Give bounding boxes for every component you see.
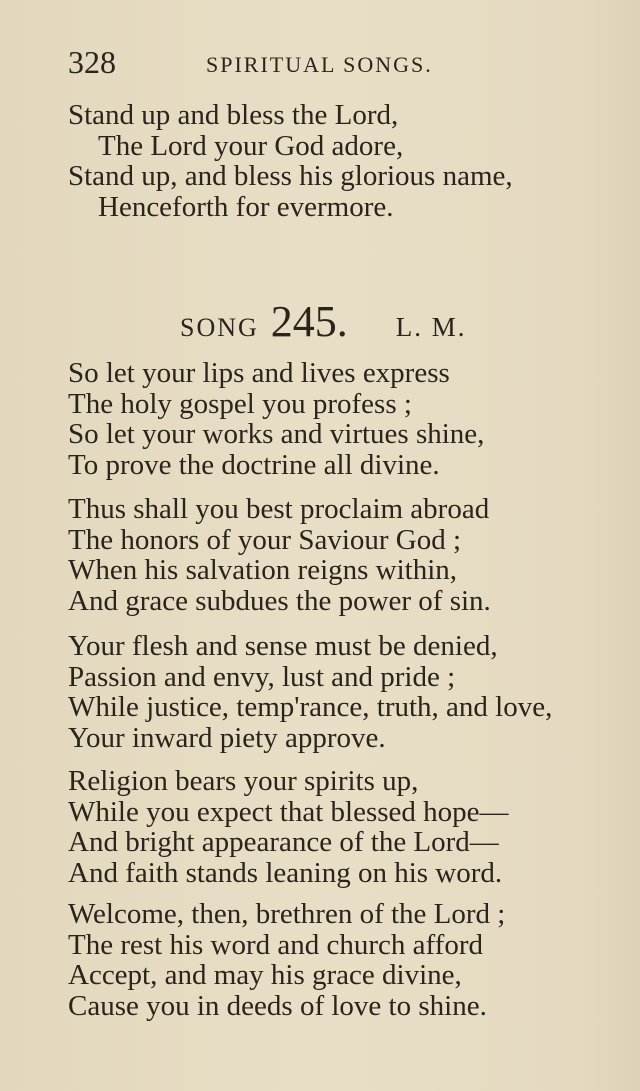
stanza-5 [68, 899, 628, 1021]
verse-line: While you expect that blessed hope— [68, 795, 509, 828]
verse-line: Stand up, and bless his glorious name, [68, 160, 513, 192]
verse-line: And bright appearance of the Lord— [68, 826, 499, 858]
verse-line: Welcome, then, brethren of the Lord ; [68, 898, 506, 930]
verse-line: The holy gospel you profess ; [68, 387, 412, 420]
verse-line: The Lord your God adore, [98, 129, 404, 162]
verse-line: The rest his word and church afford [68, 928, 483, 961]
verse-line: Your flesh and sense must be denied, [68, 630, 498, 662]
verse-line: Stand up and bless the Lord, [68, 99, 399, 131]
verse-line: And grace subdues the power of sin. [68, 584, 491, 617]
verse-line: Accept, and may his grace divine, [68, 959, 462, 991]
verse-line: When his salvation reigns within, [68, 554, 458, 586]
stanza-4 [68, 766, 628, 888]
previous-song-stanza [68, 100, 628, 222]
song-heading [180, 296, 580, 346]
stanza-1 [68, 358, 628, 480]
verse-line: Religion bears your spirits up, [68, 765, 419, 797]
verse-line: So let your lips and lives express [68, 357, 450, 389]
stanza-2 [68, 494, 628, 616]
running-head: SPIRITUAL SONGS. [206, 52, 433, 77]
verse-line: Passion and envy, lust and pride ; [68, 660, 456, 693]
verse-line: Cause you in deeds of love to shine. [68, 989, 487, 1022]
stanza-3 [68, 631, 628, 753]
song-meter: L. M. [395, 312, 467, 342]
page-number: 328 [68, 44, 116, 80]
song-label: SONG [180, 313, 259, 342]
verse-line: Henceforth for evermore. [98, 190, 394, 223]
verse-line: Your inward piety approve. [68, 721, 386, 754]
verse-line: And faith stands leaning on his word. [68, 856, 503, 889]
verse-line: Thus shall you best proclaim abroad [68, 493, 490, 525]
verse-line: The honors of your Saviour God ; [68, 523, 462, 556]
verse-line: So let your works and virtues shine, [68, 418, 485, 450]
song-number: 245. [270, 297, 348, 346]
verse-line: To prove the doctrine all divine. [68, 448, 440, 481]
verse-line: While justice, temp'rance, truth, and love, [68, 691, 553, 723]
page-header [68, 44, 588, 84]
